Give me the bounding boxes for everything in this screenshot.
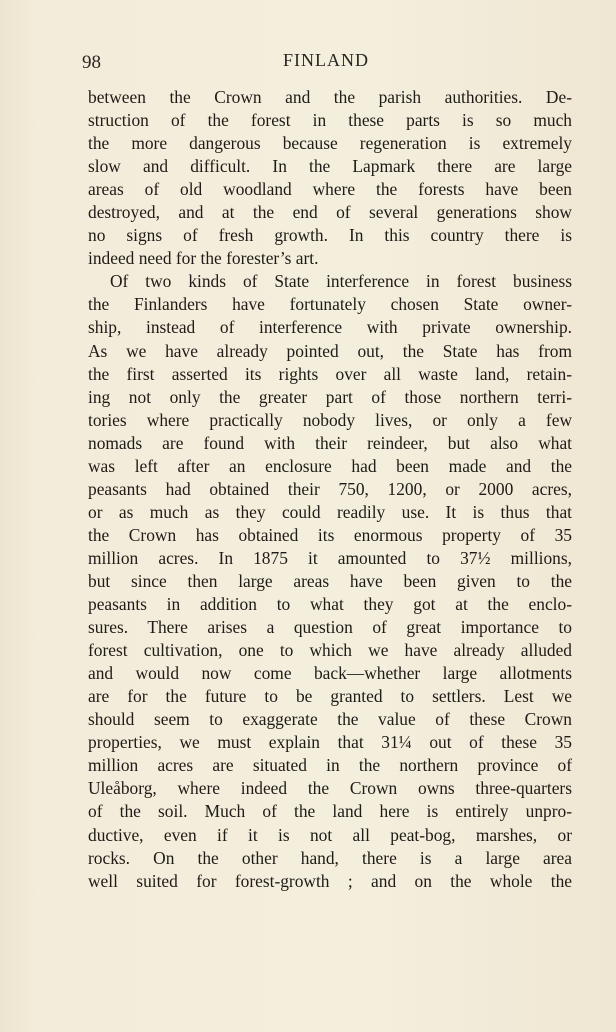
text-line: struction of the forest in these parts is so much [88,110,572,131]
text-line: ship, instead of interference with private ownership. [88,317,572,338]
text-line: was left after an enclosure had been made and the [88,455,572,476]
text-line: and would now come back—whether large allotments [88,663,572,684]
text-line: million acres are situated in the northern province of [88,755,572,776]
text-line: no signs of fresh growth. In this country there is [88,225,572,246]
text-line: Uleåborg, where indeed the Crown owns three-quarters [88,778,572,799]
text-line: between the Crown and the parish authorities. De- [88,87,572,107]
text-line: the more dangerous because regeneration is extremely [88,133,572,154]
paragraph-first-line: Of two kinds of State interference in forest business [110,271,572,292]
text-line: or as much as they could readily use. It is thus that [88,501,572,522]
running-title: FINLAND [283,50,369,70]
text-line: ing not only the greater part of those northern terri- [88,386,572,407]
page-header [82,48,570,74]
text-line: the first asserted its rights over all waste land, retain- [88,363,572,384]
text-line: the Finlanders have fortunately chosen State owner- [88,294,572,315]
text-line: of the soil. Much of the land here is entirely unpro- [88,801,572,822]
text-line: peasants had obtained their 750, 1200, or 2000 acres, [88,478,572,499]
text-line: ductive, even if it is not all peat-bog, marshes, or [88,824,572,845]
text-line: nomads are found with their reindeer, but also what [88,432,572,453]
text-line: the Crown has obtained its enormous property of 35 [88,524,572,545]
text-line: destroyed, and at the end of several generations show [88,202,572,223]
text-line: sures. There arises a question of great importance to [88,617,572,638]
text-line: should seem to exaggerate the value of these Crown [88,709,572,730]
text-line: slow and difficult. In the Lapmark there are large [88,156,572,177]
text-line: million acres. In 1875 it amounted to 37½ millions, [88,547,572,568]
text-line: but since then large areas have been given to the [88,570,572,591]
text-line: peasants in addition to what they got at the enclo- [88,594,572,615]
text-line: rocks. On the other hand, there is a large area [88,847,572,868]
text-line: are for the future to be granted to settlers. Lest we [88,686,572,707]
page-number: 98 [82,52,101,73]
text-line: areas of old woodland where the forests have been [88,179,572,200]
text-line: properties, we must explain that 31¼ out of these 35 [88,732,572,753]
text-line: forest cultivation, one to which we have already alluded [88,640,572,661]
text-line: tories where practically nobody lives, or only a few [88,409,572,430]
text-line: well suited for forest-growth ; and on the whole the [88,870,572,891]
body-text [88,86,572,893]
text-line: indeed need for the forester’s art. [88,248,319,269]
text-line: As we have already pointed out, the State has from [88,340,572,361]
